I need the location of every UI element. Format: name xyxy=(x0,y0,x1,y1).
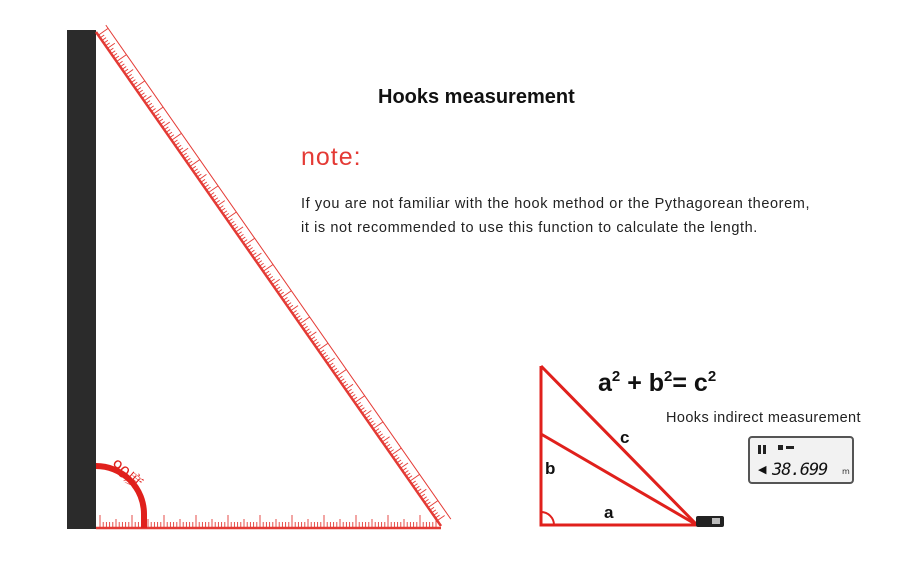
formula-plus: + xyxy=(620,369,649,397)
diagonal-ruler-tick xyxy=(249,248,253,251)
diagonal-ruler-tick xyxy=(338,376,342,379)
diagonal-ruler-tick xyxy=(269,276,273,279)
formula-eq: = xyxy=(672,369,694,397)
diagonal-ruler-tick xyxy=(375,429,379,432)
diagonal-ruler-tick xyxy=(417,489,421,492)
diagonal-ruler-tick xyxy=(282,291,292,298)
diagonal-ruler-tick xyxy=(305,329,309,332)
diagonal-ruler-tick xyxy=(106,43,110,46)
display-unit: m xyxy=(842,467,850,476)
diagonal-ruler-tick xyxy=(432,510,436,513)
diagonal-ruler-tick xyxy=(313,339,317,342)
diagonal-ruler-tick xyxy=(115,56,119,59)
diagonal-ruler-tick xyxy=(276,287,280,290)
diagonal-ruler-tick xyxy=(402,468,406,471)
diagonal-ruler-tick xyxy=(280,292,284,295)
diagonal-ruler-tick xyxy=(153,107,163,114)
diagonal-ruler-tick xyxy=(227,212,237,219)
diagonal-ruler-tick xyxy=(113,53,117,56)
diagonal-ruler-tick xyxy=(131,80,135,83)
page-title: Hooks measurement xyxy=(378,86,575,108)
diagonal-ruler-tick xyxy=(120,64,124,67)
diagonal-ruler-tick xyxy=(371,423,375,426)
diagonal-ruler-tick xyxy=(285,300,289,303)
diagonal-ruler-tick xyxy=(161,122,165,125)
diagonal-ruler-tick xyxy=(435,515,439,518)
diagonal-ruler-tick xyxy=(388,447,392,450)
diagonal-ruler-tick xyxy=(331,366,335,369)
diagonal-ruler-tick xyxy=(179,148,183,151)
diagonal-ruler-tick xyxy=(214,198,218,201)
diagonal-ruler-tick xyxy=(232,224,236,227)
small-right-angle-mark xyxy=(541,512,554,525)
diagonal-ruler-tick xyxy=(201,179,205,182)
diagonal-ruler-tick xyxy=(250,250,254,253)
diagonal-ruler-tick xyxy=(377,431,381,434)
diagonal-ruler-tick xyxy=(395,457,399,460)
diagonal-ruler-tick xyxy=(265,271,269,274)
diagonal-ruler-tick xyxy=(190,160,200,167)
diagonal-ruler-tick xyxy=(203,182,207,185)
diagonal-ruler-tick xyxy=(109,48,113,51)
diagonal-ruler-tick xyxy=(194,169,198,172)
pythagorean-formula xyxy=(598,368,716,398)
diagonal-ruler-tick xyxy=(258,261,262,264)
angle-label: 90度 xyxy=(106,455,147,494)
note-label: note: xyxy=(301,143,362,171)
indirect-measurement-label: Hooks indirect measurement xyxy=(666,410,861,426)
diagonal-ruler-tick xyxy=(183,153,187,156)
diagonal-ruler-tick xyxy=(98,28,108,35)
diagonal-ruler-tick xyxy=(111,51,115,54)
diagonal-ruler-tick xyxy=(195,171,199,174)
diagonal-ruler-tick xyxy=(137,88,141,91)
diagonal-ruler-tick xyxy=(155,114,159,117)
diagonal-ruler-tick xyxy=(391,448,401,455)
diagonal-ruler-tick xyxy=(333,368,337,371)
diagonal-ruler-tick xyxy=(228,219,232,222)
diagonal-ruler-tick xyxy=(412,481,416,484)
diagonal-ruler-tick xyxy=(252,253,256,256)
diagonal-ruler-tick xyxy=(399,463,403,466)
formula-a: a xyxy=(598,369,612,397)
diagonal-ruler-tick xyxy=(322,352,326,355)
diagonal-ruler-tick xyxy=(164,127,168,130)
diagonal-ruler-tick xyxy=(234,227,238,230)
diagonal-ruler-tick xyxy=(404,471,408,474)
diagonal-ruler-tick xyxy=(102,38,106,41)
diagonal-ruler-tick xyxy=(247,245,251,248)
diagonal-ruler-tick xyxy=(373,422,383,429)
diagonal-ruler-tick xyxy=(366,415,370,418)
formula-a-exp: 2 xyxy=(611,368,621,385)
diagonal-ruler-tick xyxy=(157,116,161,119)
diagonal-ruler-tick xyxy=(283,297,287,300)
diagonal-ruler-tick xyxy=(274,284,278,287)
base-ruler xyxy=(96,515,441,528)
diagonal-ruler-tick xyxy=(205,185,209,188)
diagonal-ruler-tick xyxy=(148,103,152,106)
device-display xyxy=(748,436,854,484)
reference-arrow-icon: ◀ xyxy=(758,464,767,476)
diagonal-ruler-tick xyxy=(124,69,128,72)
diagonal-ruler-tick xyxy=(128,74,132,77)
diagonal-ruler-tick xyxy=(117,55,127,62)
diagonal-ruler-tick xyxy=(434,513,438,516)
diagonal-ruler-tick xyxy=(298,318,302,321)
diagonal-ruler-tick xyxy=(384,442,388,445)
diagonal-ruler-tick xyxy=(133,82,137,85)
diagonal-ruler-tick xyxy=(129,77,133,80)
wall-post xyxy=(67,30,96,529)
diagonal-ruler-tick xyxy=(349,392,353,395)
diagonal-ruler-tick xyxy=(426,502,430,505)
diagonal-ruler-tick xyxy=(342,381,346,384)
diagonal-ruler-tick xyxy=(256,258,260,261)
formula-c-exp: 2 xyxy=(707,368,717,385)
diagonal-ruler-tick xyxy=(122,67,126,70)
diagonal-ruler-tick xyxy=(421,494,425,497)
diagonal-ruler-tick xyxy=(239,234,243,237)
diagonal-ruler-tick xyxy=(408,476,412,479)
diagonal-ruler-tick xyxy=(393,455,397,458)
display-status-icons xyxy=(756,442,846,456)
diagonal-ruler-tick xyxy=(293,311,297,314)
diagonal-ruler-tick xyxy=(197,174,201,177)
diagonal-ruler-tick xyxy=(390,450,394,453)
diagonal-ruler-tick xyxy=(380,436,384,439)
side-c-label: c xyxy=(620,428,630,447)
diagonal-ruler-tick xyxy=(100,35,104,38)
distance-meter-icon xyxy=(696,516,724,527)
diagonal-ruler-tick xyxy=(151,108,155,111)
note-line-1: If you are not familiar with the hook method or the Pythagorean theorem, xyxy=(301,196,811,212)
diagonal-ruler-tick xyxy=(219,206,223,209)
diagonal-ruler-tick xyxy=(208,186,218,193)
diagonal-ruler-tick xyxy=(347,389,351,392)
diagonal-ruler-tick xyxy=(351,394,355,397)
diagonal-ruler-tick xyxy=(397,460,401,463)
diagonal-ruler-tick xyxy=(188,161,192,164)
formula-c: c xyxy=(693,369,708,397)
diagonal-ruler-tick xyxy=(212,195,216,198)
diagonal-ruler-tick xyxy=(177,145,181,148)
diagonal-ruler-tick xyxy=(287,303,291,306)
diagonal-ruler-tick xyxy=(245,238,255,245)
diagonal-ruler-tick xyxy=(221,208,225,211)
diagonal-ruler-tick xyxy=(424,499,428,502)
diagonal-ruler-tick xyxy=(186,158,190,161)
diagonal-ruler-tick xyxy=(140,93,144,96)
diagonal-ruler-tick xyxy=(223,211,227,214)
diagonal-ruler-tick xyxy=(173,140,177,143)
diagonal-ruler-tick xyxy=(325,358,329,361)
diagonal-ruler-tick xyxy=(360,408,364,411)
diagonal-ruler-tick xyxy=(307,331,311,334)
diagonal-ruler-tick xyxy=(386,444,390,447)
diagonal-ruler-tick xyxy=(150,106,154,109)
diagonal-ruler-tick xyxy=(175,143,179,146)
formula-b: b xyxy=(648,369,665,397)
diagonal-ruler-tick xyxy=(261,266,265,269)
diagonal-ruler-tick xyxy=(318,343,328,350)
diagonal-ruler-tick xyxy=(406,473,410,476)
diagonal-ruler-tick xyxy=(294,313,298,316)
diagonal-ruler-tick xyxy=(278,290,282,293)
diagonal-ruler-tick xyxy=(303,326,307,329)
diagonal-ruler-tick xyxy=(210,192,214,195)
diagonal-ruler-tick xyxy=(135,81,145,88)
diagonal-ruler-tick xyxy=(104,40,108,43)
diagonal-ruler-tick xyxy=(302,324,306,327)
diagonal-ruler-tick xyxy=(170,135,174,138)
diagonal-ruler-tick xyxy=(289,305,293,308)
diagonal-ruler-tick xyxy=(336,369,346,376)
diagonal-ruler-tick xyxy=(329,363,333,366)
diagonal-ruler-tick xyxy=(357,402,361,405)
diagonal-ruler-tick xyxy=(316,345,320,348)
diagonal-ruler-tick xyxy=(206,187,210,190)
diagonal-ruler-tick xyxy=(118,61,122,64)
diagonal-ruler-tick xyxy=(314,342,318,345)
diagonal-ruler-tick xyxy=(139,90,143,93)
diagonal-ruler-tick xyxy=(263,265,273,272)
diagonal-ruler-tick xyxy=(413,484,417,487)
diagonal-ruler-tick xyxy=(353,397,357,400)
diagonal-ruler-tick xyxy=(369,421,373,424)
diagonal-ruler-tick xyxy=(267,274,271,277)
diagonal-ruler-tick xyxy=(358,405,362,408)
diagonal-ruler-tick xyxy=(296,316,300,319)
diagonal-ruler-tick xyxy=(362,410,366,413)
diagonal-ruler-tick xyxy=(320,350,324,353)
side-a-label: a xyxy=(604,503,614,522)
diagonal-ruler-tick xyxy=(430,507,434,510)
diagonal-ruler-tick xyxy=(335,371,339,374)
diagonal-ruler-tick xyxy=(271,279,275,282)
diagonal-ruler-tick xyxy=(168,132,172,135)
diagonal-ruler-tick xyxy=(243,240,247,243)
diagonal-ruler-tick xyxy=(379,434,383,437)
diagonal-ruler-tick xyxy=(230,221,234,224)
diagonal-ruler-tick xyxy=(340,379,344,382)
diagonal-ruler-tick xyxy=(368,418,372,421)
diagonal-ruler-tick xyxy=(225,213,229,216)
diagonal-ruler-tick xyxy=(355,396,365,403)
diagonal-ruler-tick xyxy=(241,237,245,240)
diagonal-ruler-tick xyxy=(172,133,182,140)
diagonal-ruler-tick xyxy=(166,129,170,132)
diagonal-ruler-tick xyxy=(344,384,348,387)
diagonal-ruler-tick xyxy=(192,166,196,169)
diagonal-ruler-tick xyxy=(159,119,163,122)
display-reading: 38.699 xyxy=(772,460,828,480)
diagonal-ruler-tick xyxy=(410,474,420,481)
diagonal-ruler-tick xyxy=(238,232,242,235)
note-line-2: it is not recommended to use this function to calculate the length. xyxy=(301,220,758,236)
diagonal-ruler-tick xyxy=(260,263,264,266)
diagonal-ruler-tick xyxy=(184,156,188,159)
diagonal-ruler-tick xyxy=(216,200,220,203)
diagonal-ruler-tick xyxy=(142,95,146,98)
diagonal-ruler-tick xyxy=(300,317,310,324)
diagonal-ruler-tick xyxy=(146,101,150,104)
diagonal-ruler-tick xyxy=(423,497,427,500)
diagonal-ruler-tick xyxy=(415,486,419,489)
diagonal-ruler-tick xyxy=(311,337,315,340)
formula-b-exp: 2 xyxy=(664,368,673,385)
diagonal-ruler-tick xyxy=(428,501,438,508)
side-b-label: b xyxy=(545,459,556,478)
diagonal-ruler-tick xyxy=(324,355,328,358)
